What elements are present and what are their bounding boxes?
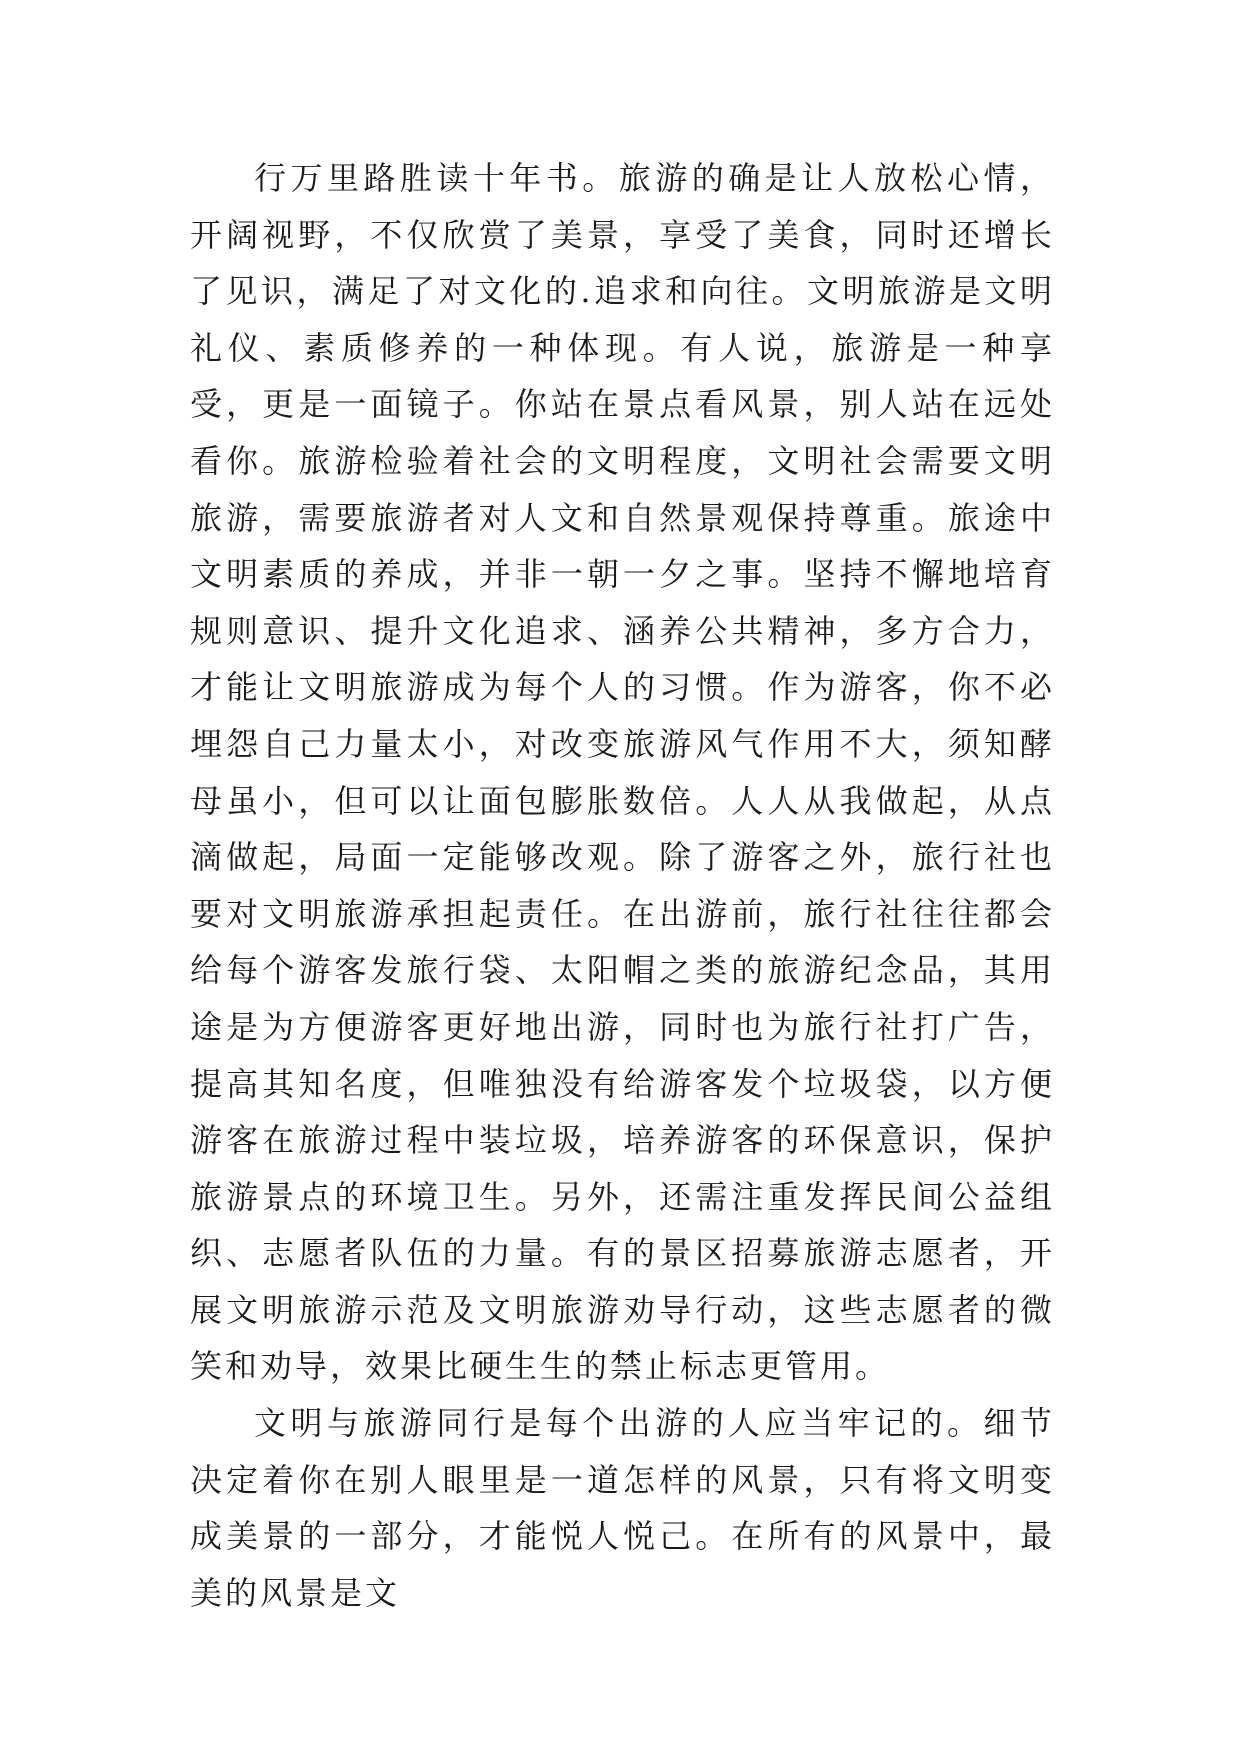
paragraph-2: 文明与旅游同行是每个出游的人应当牢记的。细节决定着你在别人眼里是一道怎样的风景，只有将文明变成美景的一部分，才能悦人悦己。在所有的风景中，最美的风景是文 <box>190 1404 1055 1612</box>
document-body <box>190 150 1055 1621</box>
paragraph-1: 行万里路胜读十年书。旅游的确是让人放松心情，开阔视野，不仅欣赏了美景，享受了美食，同时还增长了见识，满足了对文化的.追求和向往。文明旅游是文明礼仪、素质修养的一种体现。有人说，旅游是一种享受，更是一面镜子。你站在景点看风景，别人站在远处看你。旅游检验着社会的文明程度，文明社会需要文明旅游，需要旅游者对人文和自然景观保持尊重。旅途中文明素质的养成，并非一朝一夕之事。坚持不懈地培育规则意识、提升文化追求、涵养公共精神，多方合力，才能让文明旅游成为每个人的习惯。作为游客，你不必埋怨自己力量太小，对改变旅游风气作用不大，须知酵母虽小，但可以让面包膨胀数倍。人人从我做起，从点滴做起，局面一定能够改观。除了游客之外，旅行社也要对文明旅游承担起责任。在出游前，旅行社往往都会给每个游客发旅行袋、太阳帽之类的旅游纪念品，其用途是为方便游客更好地出游，同时也为旅行社打广告，提高其知名度，但唯独没有给游客发个垃圾袋，以方便游客在旅游过程中装垃圾，培养游客的环保意识，保护旅游景点的环境卫生。另外，还需注重发挥民间公益组织、志愿者队伍的力量。有的景区招募旅游志愿者，开展文明旅游示范及文明旅游劝导行动，这些志愿者的微笑和劝导，效果比硬生生的禁止标志更管用。 <box>190 159 1055 1386</box>
